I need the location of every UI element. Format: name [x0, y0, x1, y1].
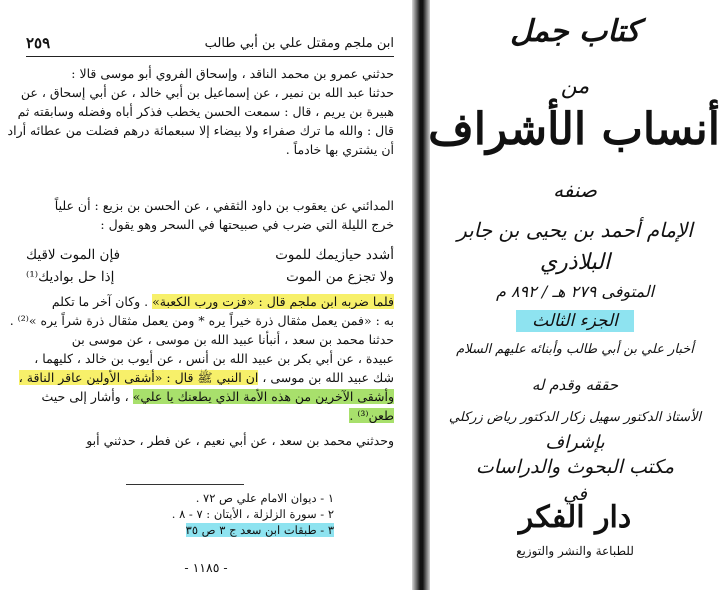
text-line: [26, 292, 394, 311]
verse-line: [26, 246, 394, 268]
folio-number: - ١١٨٥ -: [184, 560, 228, 575]
author-name: الإمام أحمد بن يحيى بن جابر: [457, 218, 693, 242]
paragraph-1: [7, 64, 394, 159]
text-line: حدثني عمرو بن محمد الناقد ، وإسحاق الفروي أبو موسى قالا :: [71, 66, 394, 81]
author-nisba: البلاذري: [539, 250, 611, 275]
volume-wrapper: [430, 310, 720, 332]
text-line: حدثنا محمد بن سعد ، أنبأنا عبيد الله بن موسى ، عن موسى بن: [71, 332, 394, 347]
title-preposition: من: [560, 74, 590, 99]
text-line: قال : والله ما ترك صفراء ولا بيضاء إلا سبعمائة درهم فضلت من عطائه أراد: [7, 123, 394, 138]
page-header: [26, 34, 394, 57]
text-line: [18, 368, 394, 387]
footnote-item: ٢ - سورة الزلزلة ، الأيتان : ٧ - ٨ .: [171, 507, 334, 521]
edited-by-label: حققه وقدم له: [531, 376, 619, 394]
verse-line: [26, 268, 394, 290]
text-line: المدائني عن يعقوب بن داود الثقفي ، عن الحسن بن بزيع : أن علياً: [54, 198, 394, 213]
verse-hemistich: ولا تجزع من الموت: [286, 269, 394, 285]
text-span: شك عبيد الله بن موسى ،: [262, 370, 394, 385]
authored-by-label: صنفه: [553, 178, 597, 202]
supervision-label: بإشراف: [545, 432, 605, 453]
verse-hemistich: أشدد حيازيمك للموت: [275, 247, 394, 263]
text-line: عبيدة ، عن أبي بكر بن عبيد الله بن أنس ، عن أيوب بن خالد ، كليهما ،: [34, 351, 394, 366]
running-head: ابن ملجم ومقتل علي بن أبي طالب: [204, 36, 394, 51]
footnote-item: ١ - ديوان الامام علي ص ٧٢ .: [195, 491, 334, 505]
title-page: [430, 0, 720, 590]
text-line: خرج الليلة التي ضرب في صبيحتها في السحر وهو يقول :: [100, 217, 394, 232]
publisher-tagline: للطباعة والنشر والتوزيع: [516, 544, 634, 558]
editor-names: الأستاذ الدكتور سهيل زكار الدكتور رياض زركلي: [448, 410, 702, 425]
footnote-rule: [126, 484, 244, 485]
page-number: ٢٥٩: [26, 34, 51, 52]
text-line: حدثنا عبد الله بن نمير ، عن إسماعيل بن أبي خالد ، عن أبي إسحاق ، عن: [20, 85, 394, 100]
paragraph-3: [9, 292, 394, 450]
publisher-logo: دار الفكر: [518, 500, 632, 535]
text-line: وحدثني محمد بن سعد ، عن أبي نعيم ، عن فطر ، حدثني أبو: [86, 433, 394, 448]
research-office: مكتب البحوث والدراسات: [475, 456, 675, 478]
book-label: كتاب جمل: [510, 14, 640, 49]
book-spine: [412, 0, 430, 590]
book-title: أنساب الأشراف: [428, 104, 720, 155]
text-line: أن يشتري بها خادماً .: [285, 142, 394, 157]
author-death-date: المتوفى ٢٧٩ هـ / ٨٩٢ م: [495, 282, 655, 301]
text-line: به : «فمن يعمل مثقال ذرة خيراً يره * ومن يعمل مثقال ذرة شراً يره »⁽²⁾ .: [9, 313, 394, 328]
text-span: . وكان آخر ما تكلم: [51, 294, 149, 309]
paragraph-2: [26, 196, 394, 290]
highlighted-text-yellow: ان النبي ﷺ قال : «أشقى الأولين عاقر الناقة ،: [18, 370, 259, 385]
text-span: ، وأشار إلى حيث: [41, 389, 129, 404]
at-label: في: [563, 484, 587, 505]
footnote-item: [172, 522, 334, 538]
highlighted-text-yellow: فلما ضربه ابن ملجم قال : «فزت ورب الكعبة»: [152, 294, 394, 309]
verse-hemistich: فإن الموت لاقيك: [26, 247, 121, 263]
volume-subject: أخبار علي بن أبي طالب وأبنائه عليهم السلام: [456, 342, 694, 357]
text-line: [26, 387, 394, 406]
volume-label: الجزء الثالث: [516, 310, 634, 332]
text-line: [26, 406, 394, 425]
verse-hemistich: إذا حل بواديك⁽¹⁾: [26, 269, 115, 285]
highlighted-text-green: وأشقى الآخرين من هذه الأمة الذي يطعنك يا علي»: [132, 389, 394, 404]
text-line: هبيرة بن يريم ، قال : سمعت الحسن يخطب فذكر أباه وفضله وسابقته ثم: [17, 104, 394, 119]
highlighted-footnote: ٣ - طبقات ابن سعد ج ٣ ص ٣٥: [185, 523, 334, 537]
footnote-list: [172, 490, 334, 538]
highlighted-text-green: طعن⁽³⁾ .: [349, 408, 394, 423]
